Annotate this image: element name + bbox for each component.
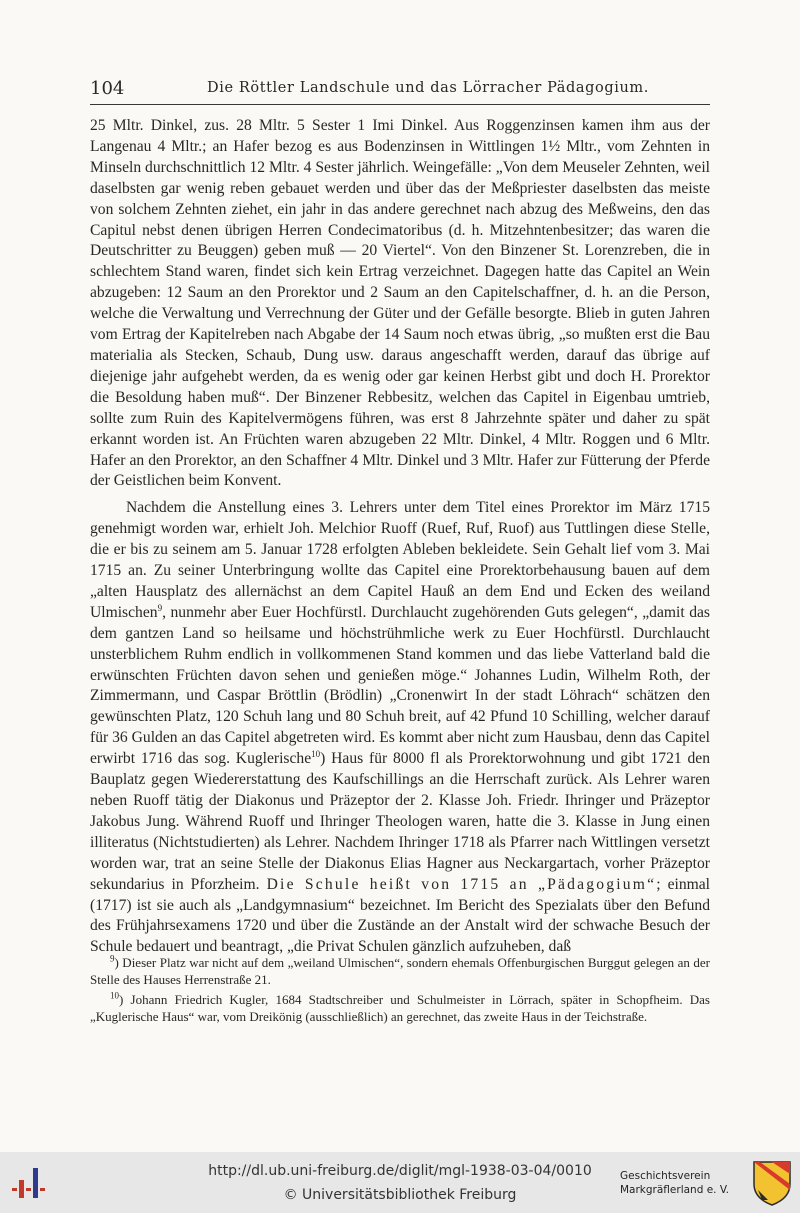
ub-freiburg-logo-icon[interactable] <box>12 1162 46 1202</box>
footnote-text: ) Johann Friedrich Kugler, 1684 Stadtschreiber und Schulmeister in Lörrach, später in Schopfheim. Das „Kuglerische Haus“ war, vom Dreikönig (ausschließlich) an gerechnet, das zweite Haus in der Teichstraße. <box>90 992 710 1024</box>
society-name: Geschichtsverein <box>620 1170 711 1182</box>
body-text <box>90 116 710 958</box>
footnote-ref-10: 10 <box>311 749 321 759</box>
society-label <box>620 1169 745 1197</box>
document-url[interactable]: http://dl.ub.uni-freiburg.de/diglit/mgl-1938-03-04/0010 <box>208 1163 592 1179</box>
paragraph-2 <box>90 498 710 958</box>
spaced-emphasis: Die Schule heißt von 1715 an „Pädagogium“ <box>266 875 657 893</box>
society-name-2: Markgräflerland e. V. <box>620 1184 730 1196</box>
page-header <box>90 70 710 106</box>
paragraph-1: 25 Mltr. Dinkel, zus. 28 Mltr. 5 Sester 1 Imi Dinkel. Aus Roggenzinsen kamen ihm aus der Langenau 4 Mltr.; an Hafer bezog es aus Bodenzinsen in Wittlingen 1½ Mltr., vom Zehnten in Minseln durchschnittlich 12 Mltr. 4 Sester jährlich. Weingefälle: „Von dem Meuseler Zehnten, weil daselbsten gar wenig reben gebauet werden und über das der Meßpriester daselbsten das meiste von solchem Zehnten ziehet, ein jahr in das andere gerechnet nach abzug des Meßweins, den das Capitul nebst denen übrigen Herren Condecimatoribus (d. h. Mitzehntenbesitzer; das waren die Deutschritter zu Beuggen) geben muß — 20 Viertel“. Von den Binzener St. Lorenzreben, die in schlechtem Stand waren, findet sich kein Ertrag verzeichnet. Dagegen hatte das Capitel an Wein abzugeben: 12 Saum an den Prorektor und 2 Saum an den Capitelschaffner, d. h. an die Person, welche die Verwaltung und Verrechnung der Güter und der Gefälle besorgte. Blieb in guten Jahren vom Ertrag der Kapitelreben nach Abgabe der 14 Saum noch etwas übrig, „so mußten erst die Bau materialia als Stecken, Schaub, Dung usw. daraus angeschafft werden, darauf das übrige auf diejenige jahr aufgehebt werden, da es wenig oder gar keinen Herbst gibt und doch H. Prorektor die Besoldung haben muß“. Der Binzener Rebbesitz, welchen das Capitel in Eigenbau umtrieb, sollte zum Ruin des Kapitelvermögens führen, was erst 8 Jahrzehnte später und daher zu spät erkannt worden ist. An Früchten waren abzugeben 22 Mltr. Dinkel, 4 Mltr. Roggen und 6 Mltr. Hafer an den Prorektor, an den Schaffner 4 Mltr. Dinkel und 3 Mltr. Hafer zur Fütterung der Pferde der Geistlichen beim Konvent. <box>90 117 710 490</box>
copyright-notice: © Universitätsbibliothek Freiburg <box>283 1187 517 1203</box>
footnote-mark: 9 <box>110 953 115 964</box>
footnote-mark: 10 <box>110 990 119 1001</box>
paragraph-2-part-3: ) Haus für 8000 fl als Prorektorwohnung und gibt 1721 den Bauplatz gegen Wiedererstattung des Kaufschillings an die Herrschaft zurück. Als Lehrer waren neben Ruoff tätig der Diakonus und Präzeptor der 2. Klasse Joh. Friedr. Ihringer und Präzeptor Jakobus Jung. Während Ruoff und Ihringer Theologen waren, hatte die 3. Klasse in Jung einen illiteratus (Nichtstudierten) als Lehrer. Nachdem Ihringer 1718 als Pfarrer nach Wittlingen versetzt worden war, trat an seine Stelle der Diakonus Elias Hagner aus Neckargartach, vorher Präzeptor sekundarius in Pforzheim. <box>90 750 710 893</box>
coat-of-arms-icon <box>752 1160 792 1206</box>
viewer-footer <box>0 1152 800 1213</box>
paragraph-2-part-2: , nunmehr aber Euer Hochfürstl. Durchlaucht zugehörenden Guts gelegen“, „damit das dem gantzen Land so heilsame und höchstrühmliche werk zu Euer Hochfürstl. Durchlaucht unsterblichem Ruhm endlich in vollkommenen Stand kommen und das liebe Vatterland bald die erwünschten Früchten davon sehen und genießen möge.“ Johannes Ludin, Wilhelm Roth, der Zimmermann, und Caspar Bröttlin (Brödlin) „Cronenwirt In der stadt Löhrach“ schätzen den gewünschten Platz, 120 Schuh lang und 80 Schuh breit, auf 42 Pfund 10 Schilling, welcher darauf für 36 Gulden an das Capitel abgetreten wird. Es kommt aber nicht zum Hausbau, denn das Capitel erwirbt 1716 das sog. Kuglerische <box>90 603 710 768</box>
paragraph-2-part-1: Nachdem die Anstellung eines 3. Lehrers unter dem Titel eines Prorektor im März 1715 genehmigt worden war, erhielt Joh. Melchior Ruoff (Ruef, Ruf, Ruof) aus Tuttlingen diese Stelle, die er bis zu seinem am 5. Januar 1728 erfolgten Ableben bekleidete. Sein Gehalt lief vom 3. Mai 1715 an. Zu seiner Unterbringung wollte das Capitel eine Prorektorbehausung bauen auf dem „alten Hausplatz des allernächst an dem Capitel Hauß an dem End und Ecken des weiland Ulmischen <box>90 499 710 621</box>
page-number: 104 <box>90 78 125 99</box>
footnote-text: ) Dieser Platz war nicht auf dem „weiland Ulmischen“, sondern ehemals Offenburgischen Burggut gelegen an der Stelle des Hauses Herrenstraße 21. <box>90 955 710 987</box>
header-rule <box>90 104 710 105</box>
footnote-ref-9: 9 <box>157 602 163 613</box>
footnote-10 <box>90 992 710 1025</box>
footnotes <box>90 955 710 1029</box>
paragraph-2-part-4: ; einmal (1717) ist sie auch als „Landgymnasium“ bezeichnet. Im Bericht des Spezialats über den Befund des Frühjahrsexamens 1720 und über die Zustände an der Anstalt wird der schwache Besuch der Schule bedauert und beantragt, „die Privat Schulen gänzlich aufzuheben, daß <box>90 875 710 956</box>
running-title: Die Röttler Landschule und das Lörracher Pädagogium. <box>207 80 649 96</box>
footnote-9 <box>90 955 710 988</box>
